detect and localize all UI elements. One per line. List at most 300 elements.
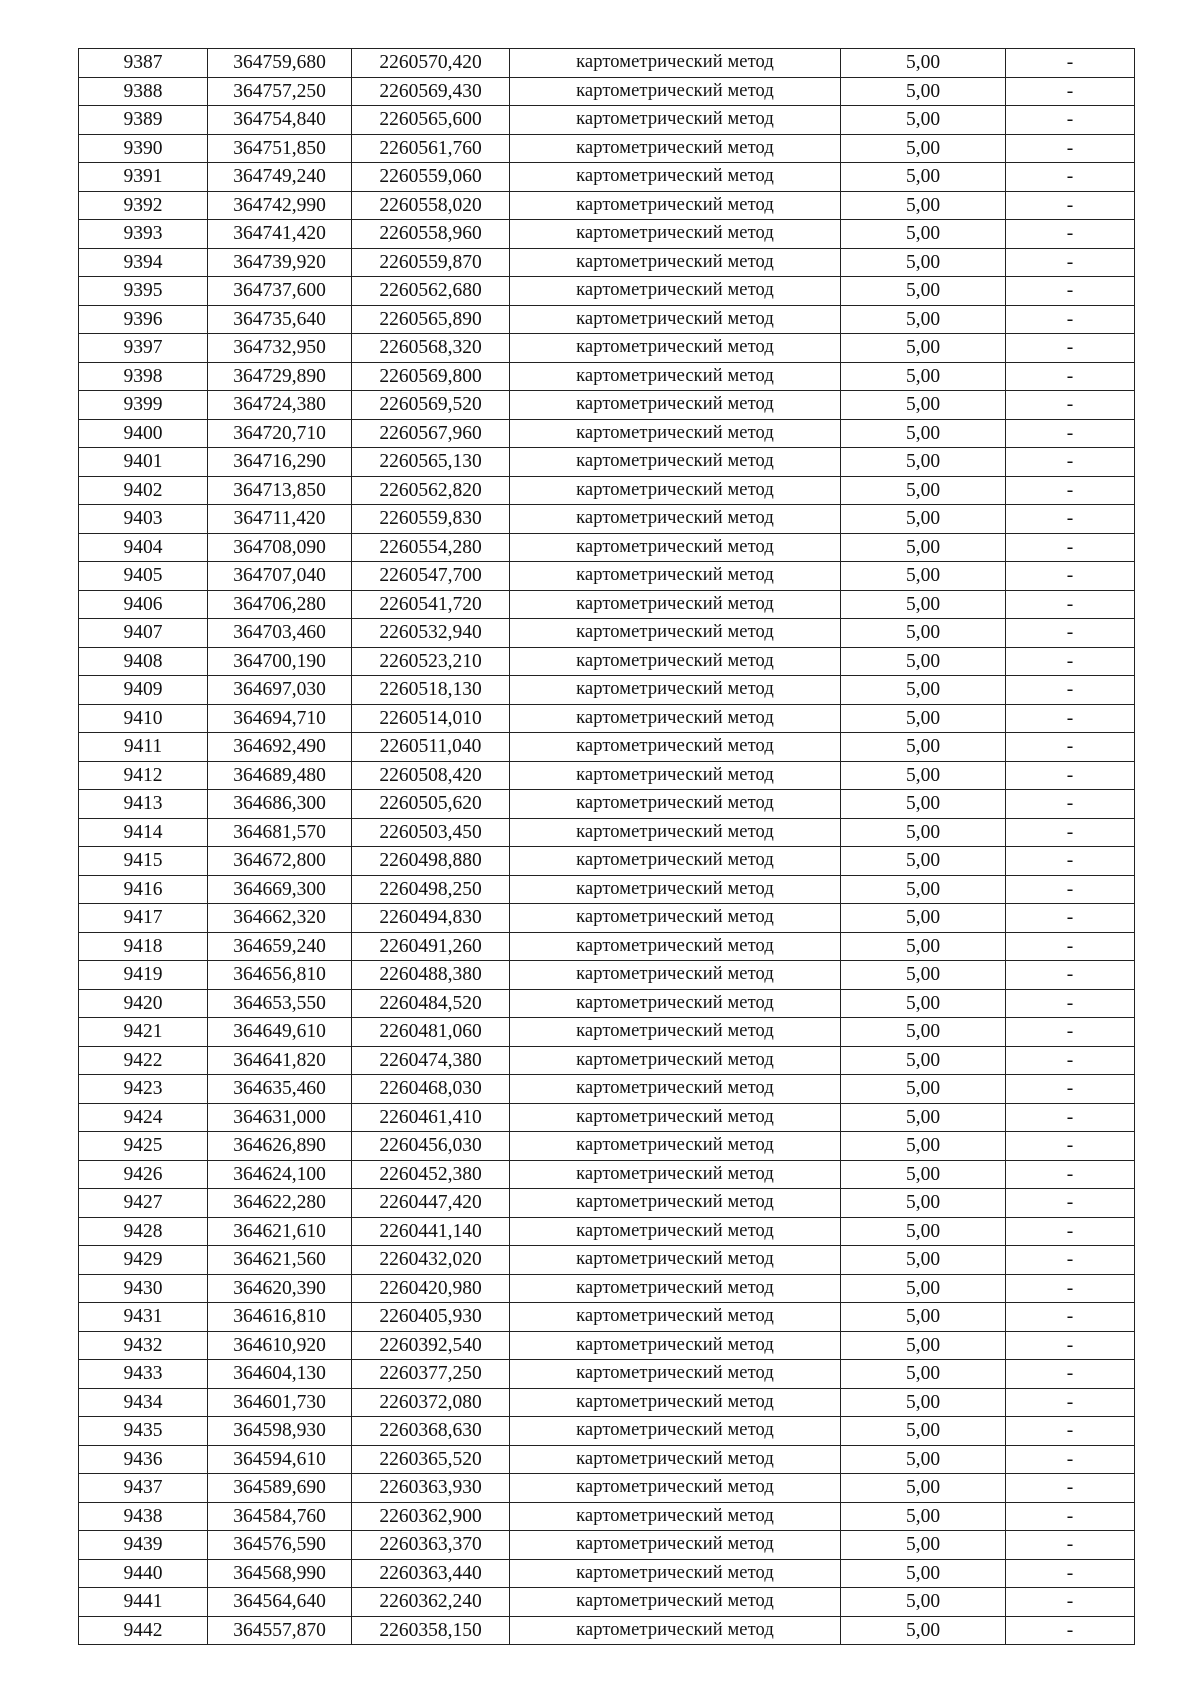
table-row [79,1616,1135,1645]
y-coordinate-cell: 2260554,280 [352,533,510,562]
table-row [79,932,1135,961]
y-coordinate-cell: 2260368,630 [352,1417,510,1446]
table-row [79,1417,1135,1446]
y-coordinate-cell: 2260503,450 [352,818,510,847]
method-cell: картометрический метод [510,790,841,819]
x-coordinate-cell: 364631,000 [208,1103,352,1132]
note-cell: - [1006,134,1135,163]
note-cell: - [1006,989,1135,1018]
note-cell: - [1006,362,1135,391]
point-number-cell: 9415 [79,847,208,876]
point-number-cell: 9422 [79,1046,208,1075]
note-cell: - [1006,904,1135,933]
accuracy-cell: 5,00 [841,163,1006,192]
accuracy-cell: 5,00 [841,419,1006,448]
point-number-cell: 9398 [79,362,208,391]
method-cell: картометрический метод [510,134,841,163]
x-coordinate-cell: 364641,820 [208,1046,352,1075]
accuracy-cell: 5,00 [841,647,1006,676]
note-cell: - [1006,1274,1135,1303]
y-coordinate-cell: 2260365,520 [352,1445,510,1474]
table-row [79,562,1135,591]
x-coordinate-cell: 364706,280 [208,590,352,619]
table-row [79,1502,1135,1531]
table-row [79,1246,1135,1275]
accuracy-cell: 5,00 [841,362,1006,391]
note-cell: - [1006,1616,1135,1645]
accuracy-cell: 5,00 [841,1331,1006,1360]
note-cell: - [1006,1360,1135,1389]
document-page [78,48,1134,1645]
point-number-cell: 9410 [79,704,208,733]
y-coordinate-cell: 2260561,760 [352,134,510,163]
y-coordinate-cell: 2260569,800 [352,362,510,391]
accuracy-cell: 5,00 [841,1132,1006,1161]
method-cell: картометрический метод [510,77,841,106]
table-row [79,1388,1135,1417]
point-number-cell: 9431 [79,1303,208,1332]
accuracy-cell: 5,00 [841,391,1006,420]
note-cell: - [1006,1531,1135,1560]
accuracy-cell: 5,00 [841,476,1006,505]
point-number-cell: 9434 [79,1388,208,1417]
table-row [79,1360,1135,1389]
note-cell: - [1006,505,1135,534]
accuracy-cell: 5,00 [841,1445,1006,1474]
method-cell: картометрический метод [510,1103,841,1132]
accuracy-cell: 5,00 [841,334,1006,363]
note-cell: - [1006,1160,1135,1189]
table-row [79,676,1135,705]
table-row [79,191,1135,220]
table-row [79,505,1135,534]
note-cell: - [1006,1189,1135,1218]
x-coordinate-cell: 364694,710 [208,704,352,733]
y-coordinate-cell: 2260461,410 [352,1103,510,1132]
table-row [79,875,1135,904]
method-cell: картометрический метод [510,305,841,334]
method-cell: картометрический метод [510,334,841,363]
accuracy-cell: 5,00 [841,904,1006,933]
x-coordinate-cell: 364594,610 [208,1445,352,1474]
accuracy-cell: 5,00 [841,1303,1006,1332]
note-cell: - [1006,1303,1135,1332]
y-coordinate-cell: 2260518,130 [352,676,510,705]
y-coordinate-cell: 2260547,700 [352,562,510,591]
x-coordinate-cell: 364584,760 [208,1502,352,1531]
accuracy-cell: 5,00 [841,761,1006,790]
x-coordinate-cell: 364692,490 [208,733,352,762]
x-coordinate-cell: 364564,640 [208,1588,352,1617]
note-cell: - [1006,761,1135,790]
table-row [79,1303,1135,1332]
point-number-cell: 9440 [79,1559,208,1588]
x-coordinate-cell: 364737,600 [208,277,352,306]
accuracy-cell: 5,00 [841,1531,1006,1560]
accuracy-cell: 5,00 [841,590,1006,619]
note-cell: - [1006,191,1135,220]
point-number-cell: 9403 [79,505,208,534]
note-cell: - [1006,1588,1135,1617]
x-coordinate-cell: 364604,130 [208,1360,352,1389]
method-cell: картометрический метод [510,533,841,562]
accuracy-cell: 5,00 [841,1274,1006,1303]
y-coordinate-cell: 2260358,150 [352,1616,510,1645]
method-cell: картометрический метод [510,704,841,733]
note-cell: - [1006,163,1135,192]
y-coordinate-cell: 2260532,940 [352,619,510,648]
note-cell: - [1006,533,1135,562]
note-cell: - [1006,818,1135,847]
point-number-cell: 9387 [79,49,208,78]
point-number-cell: 9439 [79,1531,208,1560]
accuracy-cell: 5,00 [841,1388,1006,1417]
y-coordinate-cell: 2260494,830 [352,904,510,933]
table-row [79,1559,1135,1588]
y-coordinate-cell: 2260508,420 [352,761,510,790]
x-coordinate-cell: 364739,920 [208,248,352,277]
point-number-cell: 9393 [79,220,208,249]
note-cell: - [1006,1046,1135,1075]
x-coordinate-cell: 364707,040 [208,562,352,591]
note-cell: - [1006,847,1135,876]
x-coordinate-cell: 364662,320 [208,904,352,933]
x-coordinate-cell: 364724,380 [208,391,352,420]
x-coordinate-cell: 364598,930 [208,1417,352,1446]
method-cell: картометрический метод [510,391,841,420]
method-cell: картометрический метод [510,1018,841,1047]
method-cell: картометрический метод [510,1388,841,1417]
note-cell: - [1006,106,1135,135]
point-number-cell: 9397 [79,334,208,363]
accuracy-cell: 5,00 [841,562,1006,591]
point-number-cell: 9411 [79,733,208,762]
y-coordinate-cell: 2260377,250 [352,1360,510,1389]
table-row [79,1474,1135,1503]
note-cell: - [1006,277,1135,306]
method-cell: картометрический метод [510,476,841,505]
point-number-cell: 9421 [79,1018,208,1047]
x-coordinate-cell: 364759,680 [208,49,352,78]
y-coordinate-cell: 2260559,060 [352,163,510,192]
accuracy-cell: 5,00 [841,1103,1006,1132]
method-cell: картометрический метод [510,1132,841,1161]
point-number-cell: 9430 [79,1274,208,1303]
note-cell: - [1006,562,1135,591]
accuracy-cell: 5,00 [841,676,1006,705]
x-coordinate-cell: 364697,030 [208,676,352,705]
y-coordinate-cell: 2260523,210 [352,647,510,676]
accuracy-cell: 5,00 [841,989,1006,1018]
point-number-cell: 9409 [79,676,208,705]
method-cell: картометрический метод [510,1502,841,1531]
note-cell: - [1006,1417,1135,1446]
method-cell: картометрический метод [510,904,841,933]
note-cell: - [1006,733,1135,762]
x-coordinate-cell: 364686,300 [208,790,352,819]
method-cell: картометрический метод [510,277,841,306]
y-coordinate-cell: 2260498,880 [352,847,510,876]
x-coordinate-cell: 364669,300 [208,875,352,904]
point-number-cell: 9407 [79,619,208,648]
note-cell: - [1006,875,1135,904]
y-coordinate-cell: 2260468,030 [352,1075,510,1104]
table-row [79,163,1135,192]
point-number-cell: 9432 [79,1331,208,1360]
y-coordinate-cell: 2260567,960 [352,419,510,448]
point-number-cell: 9414 [79,818,208,847]
x-coordinate-cell: 364624,100 [208,1160,352,1189]
note-cell: - [1006,419,1135,448]
method-cell: картометрический метод [510,961,841,990]
method-cell: картометрический метод [510,1445,841,1474]
method-cell: картометрический метод [510,448,841,477]
x-coordinate-cell: 364754,840 [208,106,352,135]
table-row [79,248,1135,277]
point-number-cell: 9428 [79,1217,208,1246]
note-cell: - [1006,676,1135,705]
note-cell: - [1006,1502,1135,1531]
table-row [79,1132,1135,1161]
y-coordinate-cell: 2260432,020 [352,1246,510,1275]
point-number-cell: 9424 [79,1103,208,1132]
method-cell: картометрический метод [510,875,841,904]
accuracy-cell: 5,00 [841,1417,1006,1446]
table-row [79,1531,1135,1560]
method-cell: картометрический метод [510,1474,841,1503]
table-row [79,1274,1135,1303]
note-cell: - [1006,1246,1135,1275]
accuracy-cell: 5,00 [841,106,1006,135]
x-coordinate-cell: 364635,460 [208,1075,352,1104]
point-number-cell: 9389 [79,106,208,135]
method-cell: картометрический метод [510,1360,841,1389]
method-cell: картометрический метод [510,989,841,1018]
x-coordinate-cell: 364757,250 [208,77,352,106]
y-coordinate-cell: 2260559,830 [352,505,510,534]
x-coordinate-cell: 364732,950 [208,334,352,363]
x-coordinate-cell: 364741,420 [208,220,352,249]
note-cell: - [1006,1331,1135,1360]
accuracy-cell: 5,00 [841,191,1006,220]
table-row [79,989,1135,1018]
x-coordinate-cell: 364649,610 [208,1018,352,1047]
point-number-cell: 9402 [79,476,208,505]
y-coordinate-cell: 2260505,620 [352,790,510,819]
accuracy-cell: 5,00 [841,305,1006,334]
table-row [79,362,1135,391]
accuracy-cell: 5,00 [841,505,1006,534]
point-number-cell: 9391 [79,163,208,192]
x-coordinate-cell: 364659,240 [208,932,352,961]
accuracy-cell: 5,00 [841,818,1006,847]
y-coordinate-cell: 2260541,720 [352,590,510,619]
method-cell: картометрический метод [510,1046,841,1075]
note-cell: - [1006,77,1135,106]
table-row [79,1217,1135,1246]
point-number-cell: 9417 [79,904,208,933]
method-cell: картометрический метод [510,1217,841,1246]
accuracy-cell: 5,00 [841,448,1006,477]
accuracy-cell: 5,00 [841,1217,1006,1246]
point-number-cell: 9392 [79,191,208,220]
note-cell: - [1006,334,1135,363]
y-coordinate-cell: 2260569,520 [352,391,510,420]
x-coordinate-cell: 364720,710 [208,419,352,448]
x-coordinate-cell: 364656,810 [208,961,352,990]
note-cell: - [1006,1217,1135,1246]
point-number-cell: 9427 [79,1189,208,1218]
table-row [79,818,1135,847]
y-coordinate-cell: 2260484,520 [352,989,510,1018]
y-coordinate-cell: 2260481,060 [352,1018,510,1047]
note-cell: - [1006,220,1135,249]
method-cell: картометрический метод [510,419,841,448]
table-row [79,590,1135,619]
coordinates-table [78,48,1135,1645]
y-coordinate-cell: 2260491,260 [352,932,510,961]
table-row [79,1445,1135,1474]
x-coordinate-cell: 364716,290 [208,448,352,477]
method-cell: картометрический метод [510,1417,841,1446]
note-cell: - [1006,49,1135,78]
note-cell: - [1006,647,1135,676]
method-cell: картометрический метод [510,49,841,78]
note-cell: - [1006,704,1135,733]
method-cell: картометрический метод [510,248,841,277]
y-coordinate-cell: 2260569,430 [352,77,510,106]
method-cell: картометрический метод [510,1559,841,1588]
note-cell: - [1006,1559,1135,1588]
table-row [79,1046,1135,1075]
y-coordinate-cell: 2260511,040 [352,733,510,762]
y-coordinate-cell: 2260558,960 [352,220,510,249]
y-coordinate-cell: 2260565,130 [352,448,510,477]
method-cell: картометрический метод [510,1303,841,1332]
x-coordinate-cell: 364557,870 [208,1616,352,1645]
x-coordinate-cell: 364700,190 [208,647,352,676]
y-coordinate-cell: 2260474,380 [352,1046,510,1075]
point-number-cell: 9438 [79,1502,208,1531]
point-number-cell: 9420 [79,989,208,1018]
method-cell: картометрический метод [510,932,841,961]
accuracy-cell: 5,00 [841,875,1006,904]
point-number-cell: 9441 [79,1588,208,1617]
y-coordinate-cell: 2260565,890 [352,305,510,334]
y-coordinate-cell: 2260514,010 [352,704,510,733]
method-cell: картометрический метод [510,362,841,391]
table-row [79,904,1135,933]
accuracy-cell: 5,00 [841,961,1006,990]
point-number-cell: 9388 [79,77,208,106]
accuracy-cell: 5,00 [841,704,1006,733]
table-row [79,1075,1135,1104]
x-coordinate-cell: 364601,730 [208,1388,352,1417]
y-coordinate-cell: 2260441,140 [352,1217,510,1246]
method-cell: картометрический метод [510,733,841,762]
table-row [79,704,1135,733]
method-cell: картометрический метод [510,1246,841,1275]
accuracy-cell: 5,00 [841,1474,1006,1503]
y-coordinate-cell: 2260363,440 [352,1559,510,1588]
y-coordinate-cell: 2260456,030 [352,1132,510,1161]
accuracy-cell: 5,00 [841,1588,1006,1617]
note-cell: - [1006,790,1135,819]
point-number-cell: 9416 [79,875,208,904]
x-coordinate-cell: 364589,690 [208,1474,352,1503]
y-coordinate-cell: 2260565,600 [352,106,510,135]
y-coordinate-cell: 2260562,680 [352,277,510,306]
point-number-cell: 9433 [79,1360,208,1389]
point-number-cell: 9404 [79,533,208,562]
method-cell: картометрический метод [510,163,841,192]
accuracy-cell: 5,00 [841,248,1006,277]
x-coordinate-cell: 364751,850 [208,134,352,163]
x-coordinate-cell: 364689,480 [208,761,352,790]
note-cell: - [1006,1018,1135,1047]
y-coordinate-cell: 2260452,380 [352,1160,510,1189]
table-row [79,277,1135,306]
x-coordinate-cell: 364626,890 [208,1132,352,1161]
note-cell: - [1006,1474,1135,1503]
note-cell: - [1006,1075,1135,1104]
y-coordinate-cell: 2260363,370 [352,1531,510,1560]
method-cell: картометрический метод [510,647,841,676]
x-coordinate-cell: 364735,640 [208,305,352,334]
note-cell: - [1006,1445,1135,1474]
table-row [79,1103,1135,1132]
accuracy-cell: 5,00 [841,1046,1006,1075]
y-coordinate-cell: 2260363,930 [352,1474,510,1503]
table-row [79,77,1135,106]
accuracy-cell: 5,00 [841,77,1006,106]
method-cell: картометрический метод [510,818,841,847]
accuracy-cell: 5,00 [841,533,1006,562]
accuracy-cell: 5,00 [841,1616,1006,1645]
method-cell: картометрический метод [510,847,841,876]
point-number-cell: 9395 [79,277,208,306]
table-row [79,106,1135,135]
table-row [79,419,1135,448]
y-coordinate-cell: 2260362,900 [352,1502,510,1531]
table-row [79,1018,1135,1047]
y-coordinate-cell: 2260568,320 [352,334,510,363]
accuracy-cell: 5,00 [841,847,1006,876]
method-cell: картометрический метод [510,619,841,648]
point-number-cell: 9426 [79,1160,208,1189]
note-cell: - [1006,1103,1135,1132]
point-number-cell: 9435 [79,1417,208,1446]
table-row [79,961,1135,990]
accuracy-cell: 5,00 [841,1559,1006,1588]
note-cell: - [1006,619,1135,648]
table-row [79,49,1135,78]
point-number-cell: 9405 [79,562,208,591]
method-cell: картометрический метод [510,562,841,591]
note-cell: - [1006,1388,1135,1417]
table-row [79,1331,1135,1360]
table-row [79,305,1135,334]
table-row [79,391,1135,420]
x-coordinate-cell: 364742,990 [208,191,352,220]
accuracy-cell: 5,00 [841,1075,1006,1104]
method-cell: картометрический метод [510,1531,841,1560]
accuracy-cell: 5,00 [841,790,1006,819]
point-number-cell: 9394 [79,248,208,277]
method-cell: картометрический метод [510,676,841,705]
table-row [79,1588,1135,1617]
table-row [79,334,1135,363]
